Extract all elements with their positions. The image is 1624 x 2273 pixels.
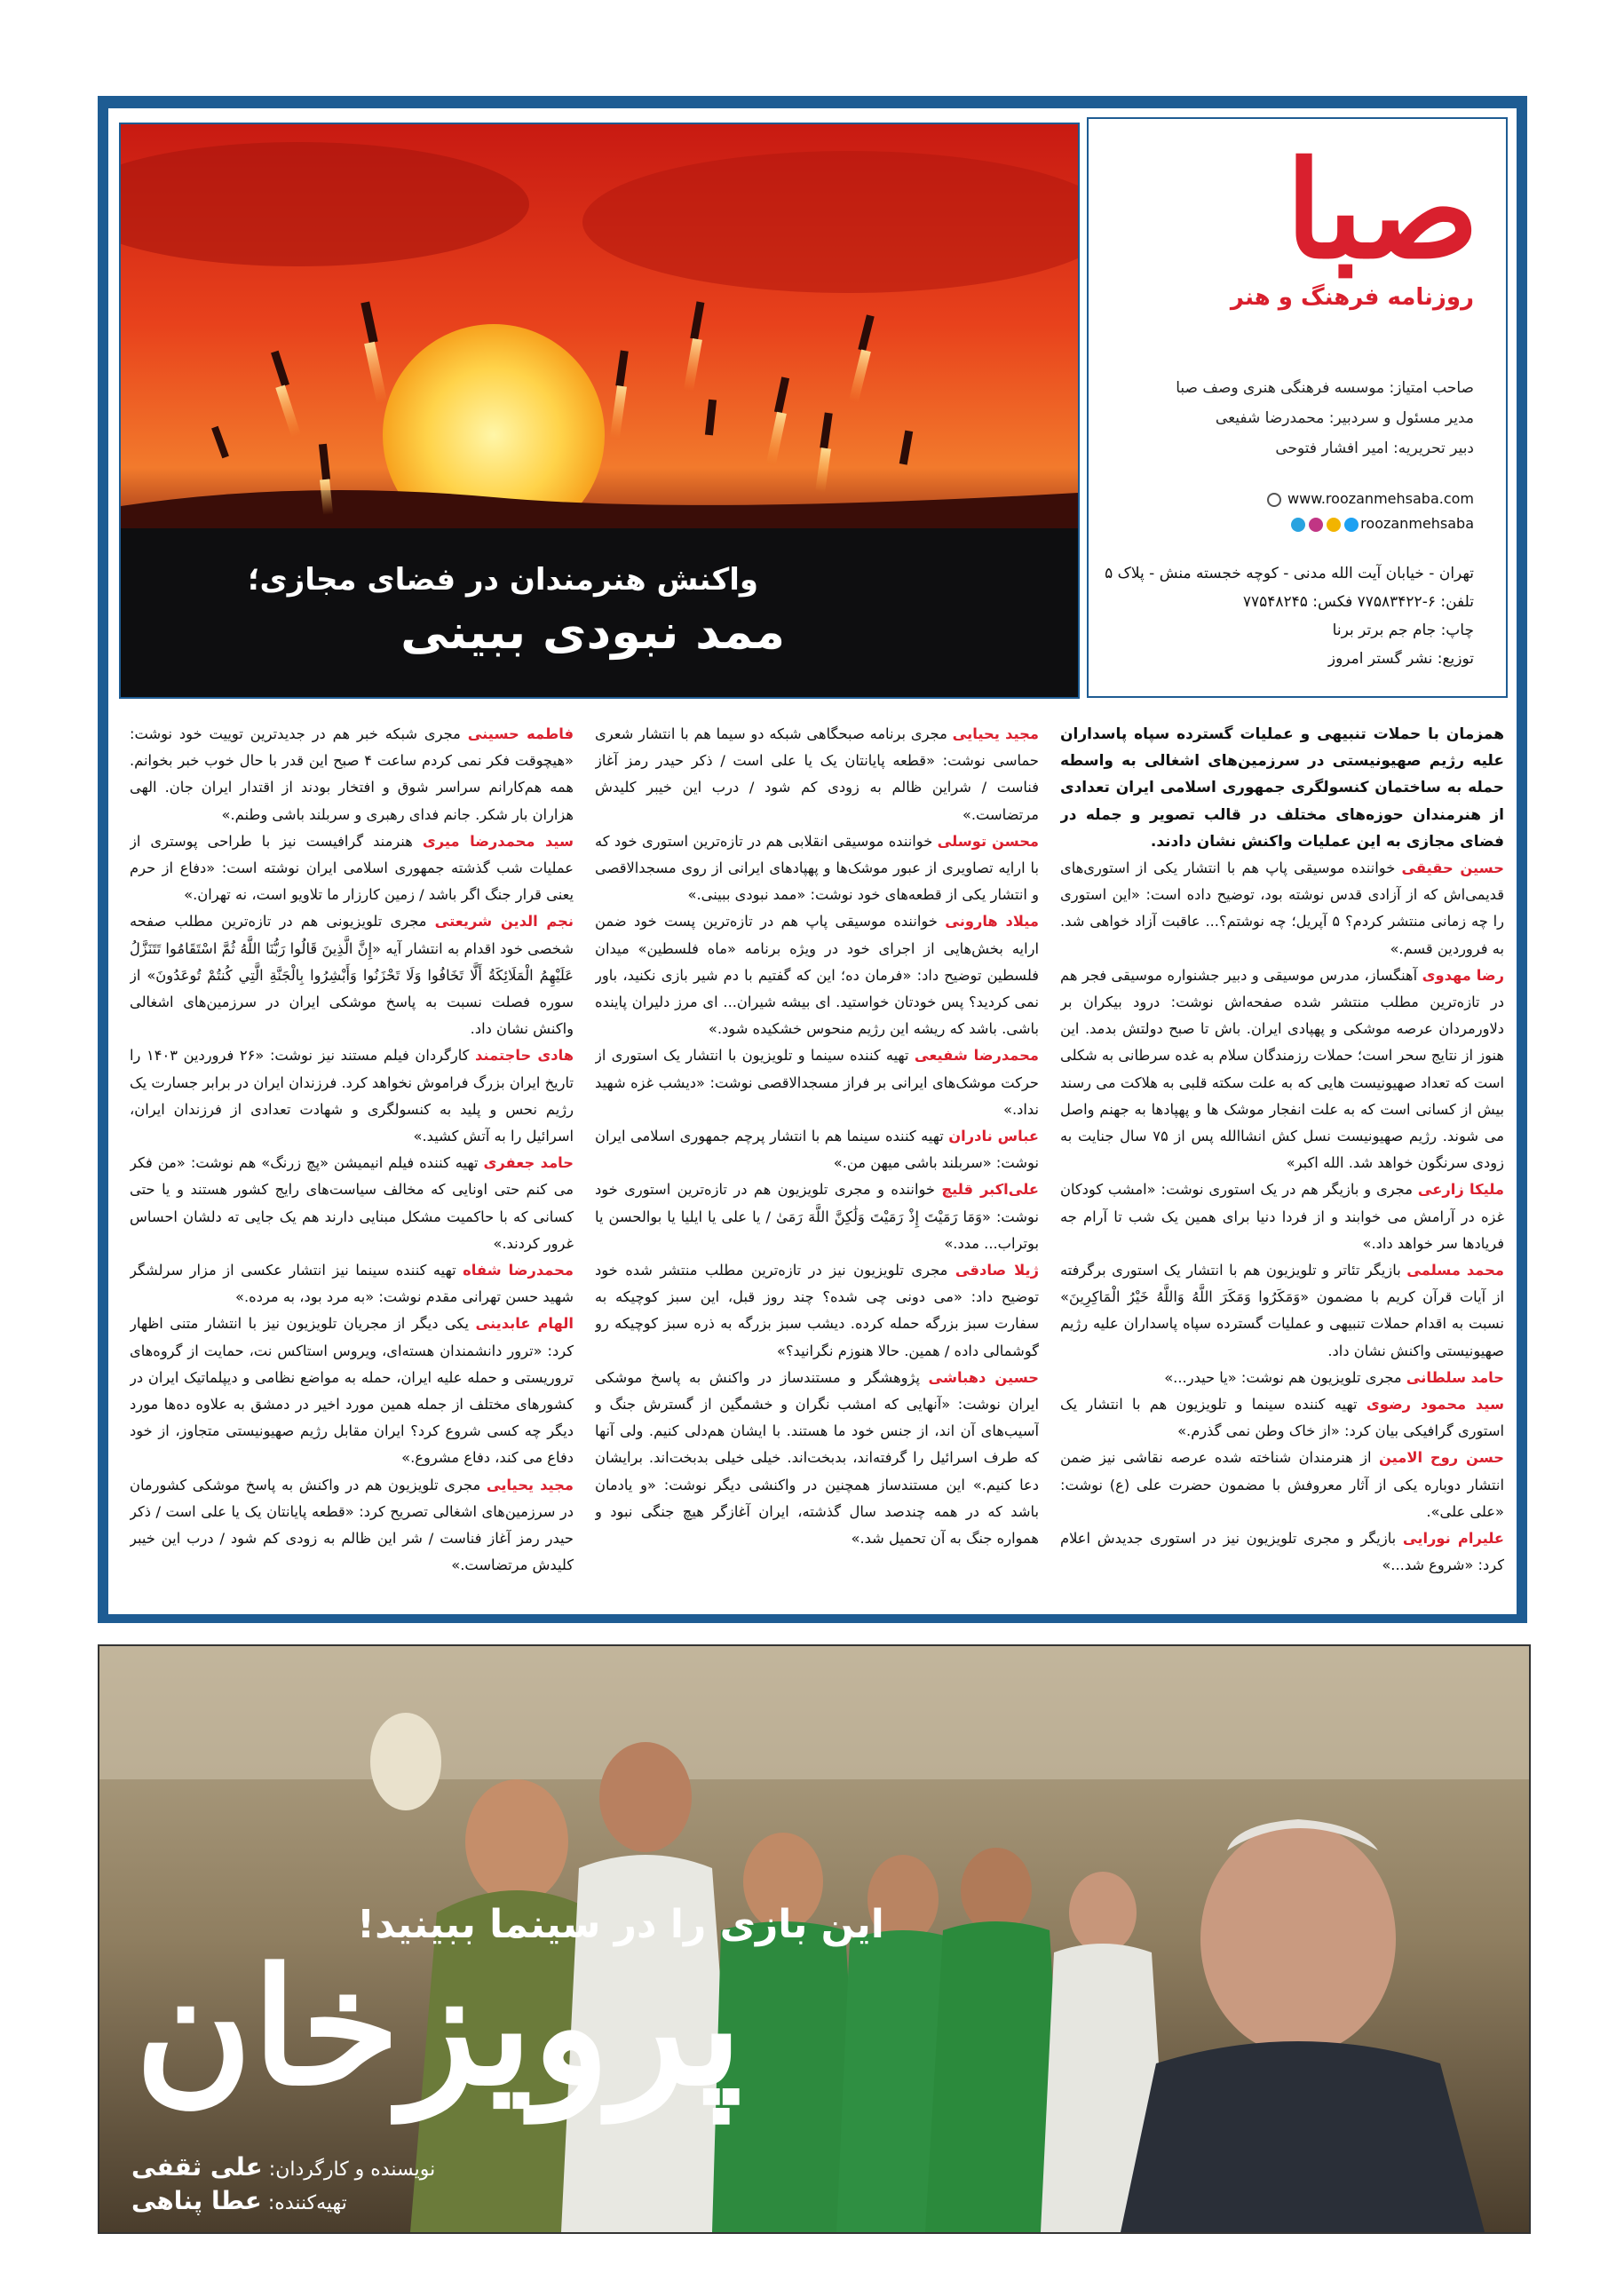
paragraph: سید محمدرضا میری هنرمند گرافیست نیز با طراحی پوستری از عملیات شب گذشته جمهوری اسلامی ایران نوشته است: «دفاع از حرم یعنی قرار جنگ اگر باشد / زمین کارزار ما تلاویو است، نه تهران.» (130, 832, 574, 904)
column-2 (595, 721, 1039, 1600)
masthead (1087, 117, 1508, 698)
social-handle[interactable]: roozanmehsaba (1360, 515, 1474, 532)
globe-icon (1267, 493, 1281, 507)
address: تهران - خیابان آیت الله مدنی - کوچه خجسته منش - پلاک ۵ (1105, 565, 1474, 582)
artist-name: رضا مهدوی (1422, 966, 1504, 984)
ad-film-title: پرویزخان (135, 1934, 743, 2121)
artist-name: محمد مسلمی (1406, 1262, 1504, 1279)
contact-info (1101, 559, 1474, 673)
artist-name: فاطمه حسینی (467, 725, 574, 742)
logo-subtitle: روزنامه فرهنگ و هنر (1230, 284, 1474, 311)
paragraph: هادی حاجتمند کارگردان فیلم مستند نیز نوشت: «۲۶ فروردین ۱۴۰۳ را تاریخ ایران بزرگ فراموش نخواهد کرد. فرزندان ایران در برابر جسارت یک رژیم نحس و پلید به کنسولگری و شهادت تعدادی از فرزندان ایران، اسرائیل را به آتش کشید.» (130, 1047, 574, 1145)
artist-name: سید محمدرضا میری (422, 832, 574, 850)
paragraph: مجید یحیایی مجری تلویزیون هم در واکنش به پاسخ موشکی کشورمان در سرزمین‌های اشغالی تصریح کرد: «قطعه پایانتان یک یا علی است / ذکر حیدر رمز آغاز فناست / شر این ظالم به زودی کم شود / درب این خیبر کلیدش مرتضاست.» (130, 1476, 574, 1574)
masthead-credits (1101, 373, 1474, 463)
paragraph: محمدرضا شفیعی تهیه کننده سینما و تلویزیون با انتشار یک استوری از حرکت موشک‌های ایرانی بر فراز مسجدالاقصی نوشت: «دیشب غزه شهید نداد.» (595, 1047, 1039, 1118)
paragraph: الهام عابدینی یکی دیگر از مجریان تلویزیون نیز با انتشار متنی اظهار کرد: «ترور دانشمندان هسته‌ای، ویروس استاکس نت، حمایت از گروه‌های تروریستی و حمله علیه ایران، حمله به مواضع نظامی و دیپلماتیک ایران در کشورهای مختلف از جمله همین مورد اخیر در دمشق به علاوه ده‌ها مورد دیگر چه کسی شروع کرد؟ ایران مقابل رژیم صهیونیستی متجاوز، از خود دفاع می کند، دفاع مشروع.» (130, 1315, 574, 1467)
column-1 (1060, 721, 1504, 1600)
hero-kicker: واکنش هنرمندان در فضای مجازی؛ (247, 562, 758, 598)
column-3 (130, 721, 574, 1600)
artist-name: علیرام نورایی (1402, 1530, 1504, 1548)
managing-editor: مدیر مسئول و سردبیر: محمدرضا شفیعی (1215, 409, 1474, 427)
artist-name: حسن روح الامین (1378, 1449, 1504, 1467)
artist-name: عباس نادران (948, 1128, 1039, 1145)
hero-image (119, 123, 1080, 699)
paragraph: رضا مهدوی آهنگساز، مدرس موسیقی و دبیر جشنواره موسیقی فجر هم در تازه‌ترین مطلب منتشر شده صفحه‌اش نوشت: درود بیکران بر دلاورمردان عرصه موشکی و پهپادی ایران. باش تا صبح دولتش بدمد. این هنوز از نتایج سحر است؛ حملات رزمندگان سلام به غده سرطانی به شکلی است که تعداد صهیونیست هایی که به علت سکته قلبی به هلاکت می رسند بیش از کسانی است که به علت انفجار موشک ها و پهپادها به جهنم واصل می شوند. رژیم صهیونیست نسل کش انشاالله پس از ۷۵ سال جنایت به زودی سرنگون خواهد شد. الله اکبر» (1060, 966, 1504, 1172)
logo (1106, 132, 1488, 313)
paragraph: مجید یحیایی مجری برنامه صبحگاهی شبکه دو سیما هم با انتشار شعری حماسی نوشت: «قطعه پایانتان یک یا علی است / ذکر حیدر رمز آغاز فناست / شراین ظالم به زودی کم شود / درب این خیبر کلیدش مرتضاست.» (595, 725, 1039, 823)
license-holder: صاحب امتیاز: موسسه فرهنگی هنری وصف صبا (1176, 379, 1474, 397)
paragraph: میلاد هارونی خواننده موسیقی پاپ هم در تازه‌ترین پست خود ضمن ارایه بخش‌هایی از اجرای خود در ویژه برنامه «ماه فلسطین» میدان فلسطین توضیح داد: «فرمان ده؛ این که گفتیم با دم شیر بازی نکنید، باور نمی کردید؟ پس خودتان خواستید. ای بیشه شیران... ای مرز دلیران پاینده باشی. باشد که ریشه این رژیم منحوس خشکیده شود.» (595, 913, 1039, 1038)
telegram-icon[interactable] (1291, 518, 1305, 532)
artist-name: حامد سلطانی (1406, 1368, 1504, 1386)
paragraph: حامد جعفری تهیه کننده فیلم انیمیشن «پچ زرنگ» هم نوشت: «من فکر می کنم حتی اونایی که مخالف سیاست‌های رایج کشور هستند و یا حتی کسانی که با حاکمیت مشکل مبنایی دارند هم یک جایی ته دلشان احساس غرور کردند.» (130, 1154, 574, 1252)
social-icons (1289, 511, 1360, 536)
paragraph: نجم الدین شریعتی مجری تلویزیونی هم در تازه‌ترین مطلب صفحه شخصی خود اقدام به انتشار آیه «إِنَّ الَّذِينَ قَالُوا رَبُّنَا اللَّهُ ثُمَّ اسْتَقَامُوا تَتَنَزَّلُ عَلَيْهِمُ الْمَلَائِكَةُ أَلَّا تَخَافُوا وَلَا تَحْزَنُوا وَأَبْشِرُوا بِالْجَنَّةِ الَّتِي كُنتُمْ تُوعَدُونَ» از سوره فصلت نسبت به پاسخ موشکی ایران در سرزمین‌های اشغالی واکنش نشان داد. (130, 913, 574, 1038)
paragraph: ملیکا زارعی مجری و بازیگر هم در یک استوری نوشت: «امشب کودکان غزه در آرامش می خوابند و از فردا دنیا برای همین یک شب تا آرام جه فریادها سر خواهد داد.» (1060, 1181, 1504, 1252)
artist-name: سید محمود رضوی (1366, 1396, 1504, 1414)
artist-name: هادی حاجتمند (475, 1047, 574, 1065)
printing: چاپ: جام جم برتر برنا (1332, 622, 1474, 639)
aparat-icon[interactable] (1327, 518, 1341, 532)
artist-name: علی‌اکبر قلیچ (941, 1181, 1039, 1199)
artist-name: میلاد هارونی (945, 913, 1039, 931)
paragraph: عباس نادران تهیه کننده سینما هم با انتشار پرچم جمهوری اسلامی ایران نوشت: «سربلند باشی میهن من.» (595, 1128, 1039, 1172)
artist-name: حسین دهباشی (928, 1368, 1039, 1386)
paragraph: حسین دهباشی پژوهشگر و مستندساز در واکنش به پاسخ موشکی ایران نوشت: «آنهایی که امشب نگران و خشمگین از گسترش جنگ و آسیب‌های آن اند، از جنس خود ما هستند. با ایشان هم‌دلی کنیم. ولی آنها که طرف اسرائیل را گرفته‌اند، بدبخت‌اند. خیلی خیلی بدبخت‌اند. برایشان دعا کنیم.» این مستندساز همچنین در واکنشی دیگر نوشت: «و یادمان باشد که در همه چندصد سال گذشته، ایران آغازگر هیچ جنگی نبود و همواره جنگ به آن تحمیل شد.» (595, 1368, 1039, 1548)
ad-credit-producer: تهیه‌کننده: عطا پناهی (131, 2186, 347, 2215)
distribution: توزیع: نشر گستر امروز (1327, 650, 1474, 668)
paragraph: علیرام نورایی بازیگر و مجری تلویزیون نیز در استوری جدیدش اعلام کرد: «شروع شد...» (1060, 1530, 1504, 1574)
artist-name: حسین حقیقی (1401, 859, 1504, 877)
page-inner (108, 108, 1517, 1614)
ad-tagline: این بازی را در سینما ببینید! (357, 1902, 884, 1947)
paragraph: محمد مسلمی بازیگر تئاتر و تلویزیون هم با انتشار یک استوری برگرفته از آیات قرآن کریم با مضمون «وَمَکَرُوا وَمَکَرَ اللَّهُ وَاللَّهُ خَیْرُ الْمَاکِرِینَ» نسبت به اقدام حملات تنبیهی و عملیات گسترده سپاه پاسداران علیه رژیم صهیونیستی واکنش نشان داد. (1060, 1262, 1504, 1359)
artist-name: محمدرضا شفیعی (914, 1047, 1039, 1065)
paragraph: ژیلا صادقی مجری تلویزیون نیز در تازه‌ترین مطلب منتشر شده خود توضیح داد: «می دونی چی شده؟ چند روز قبل، این سبز کوچیکه به سفارت سبز بزرگه حمله کرده. دیشب سبز بزرگه به ذره سبز کوچیکه رو گوشمالی داده / همین. حالا هنوزم نگرانید؟» (595, 1262, 1039, 1359)
artist-name: مجید یحیایی (486, 1476, 574, 1493)
paragraph: محسن توسلی خواننده موسیقی انقلابی هم در تازه‌ترین استوری خود که با ارایه تصاویری از عبور موشک‌ها و پهپادهای ایرانی از روی مسجدالاقصی و انتشار یکی از قطعه‌های خود نوشت: «ممد نبودی ببینی.» (595, 832, 1039, 904)
hero-headline: ممد نبودی ببینی (400, 604, 785, 660)
paragraph: سید محمود رضوی تهیه کننده سینما و تلویزیون هم با انتشار یک استوری گرافیکی بیان کرد: «از خاک وطن نمی گذرم.» (1060, 1396, 1504, 1440)
phones: تلفن: ۶-۷۷۵۸۳۴۲۲ فکس: ۷۷۵۴۸۲۴۵ (1242, 593, 1474, 611)
editorial-secretary: دبیر تحریریه: امیر افشار فتوحی (1275, 440, 1474, 457)
paragraph: علی‌اکبر قلیچ خواننده و مجری تلویزیون هم در تازه‌ترین استوری خود نوشت: «وَمَا رَمَيْتَ إِذْ رَمَيْتَ وَلَٰكِنَّ اللَّهَ رَمَىٰ / یا علی یا ایلیا یا بوالحسن یا بوتراب... مدد.» (595, 1181, 1039, 1252)
paragraph: فاطمه حسینی مجری شبکه خبر هم در جدیدترین توییت خود نوشت: «هیچوقت فکر نمی کردم ساعت ۴ صبح این قدر با حال خوب خبر بخوانم. همه هم‌کارانم سراسر شوق و افتخار بودند از اقتدار ایران جان. الهی هزاران بار شکر. جانم فدای رهبری و سربلند باشی وطنم.» (130, 725, 574, 823)
paragraph: محمدرضا شفاه تهیه کننده سینما نیز انتشار عکسی از مزار سرلشگر شهید حسن تهرانی مقدم نوشت: «به مرد بود، به مرده.» (130, 1262, 574, 1306)
artist-name: محسن توسلی (937, 832, 1039, 850)
artist-name: محمدرضا شفاه (463, 1262, 574, 1279)
ad-credit-director: نویسنده و کارگردان: علی ثقفی (131, 2152, 436, 2182)
artist-name: حامد جعفری (483, 1154, 574, 1172)
artist-name: مجید یحیایی (952, 725, 1039, 742)
artist-name: نجم الدین شریعتی (434, 913, 574, 931)
paragraph: حسن روح الامین از هنرمندان شناخته شده عرصه نقاشی نیز ضمن انتشار دوباره یکی از آثار معروفش با مضمون حضرت علی (ع) نوشت: «علی علی». (1060, 1449, 1504, 1520)
web-links (1137, 487, 1474, 536)
article-body (130, 721, 1504, 1600)
artist-name: الهام عابدینی (475, 1315, 574, 1333)
article-lead: همزمان با حملات تنبیهی و عملیات گسترده سپاه پاسداران علیه رژیم صهیونیستی در سرزمین‌های اشغالی به واسطه حمله به ساختمان کنسولگری جمهوری اسلامی ایران تعدادی از هنرمندان حوزه‌های مختلف در قالب تصویر و جمله در فضای مجازی به این عملیات واکنش نشان دادند. (1060, 725, 1504, 851)
artist-name: ژیلا صادقی (955, 1262, 1039, 1279)
paragraph: حامد سلطانی مجری تلویزیون هم نوشت: «یا حیدر...» (1164, 1368, 1504, 1386)
page-frame (98, 96, 1527, 1623)
twitter-icon[interactable] (1344, 518, 1359, 532)
film-advertisement (98, 1644, 1531, 2234)
instagram-icon[interactable] (1309, 518, 1323, 532)
artist-name: ملیکا زارعی (1417, 1181, 1504, 1199)
paragraph: حسین حقیقی خواننده موسیقی پاپ هم با انتشار یکی از استوری‌های قدیمی‌اش که از آزادی قدس نوشته بود، توضیح داده است: «این استوری را چه زمانی منتشر کردم؟ ۵ آپریل؛ چه نوشتم؟... عاقبت آزاد خواهی شد. به فروردین قسم.» (1060, 859, 1504, 957)
website-link[interactable]: www.roozanmehsaba.com (1287, 490, 1474, 507)
logo-wordmark: صبا (1285, 132, 1479, 289)
